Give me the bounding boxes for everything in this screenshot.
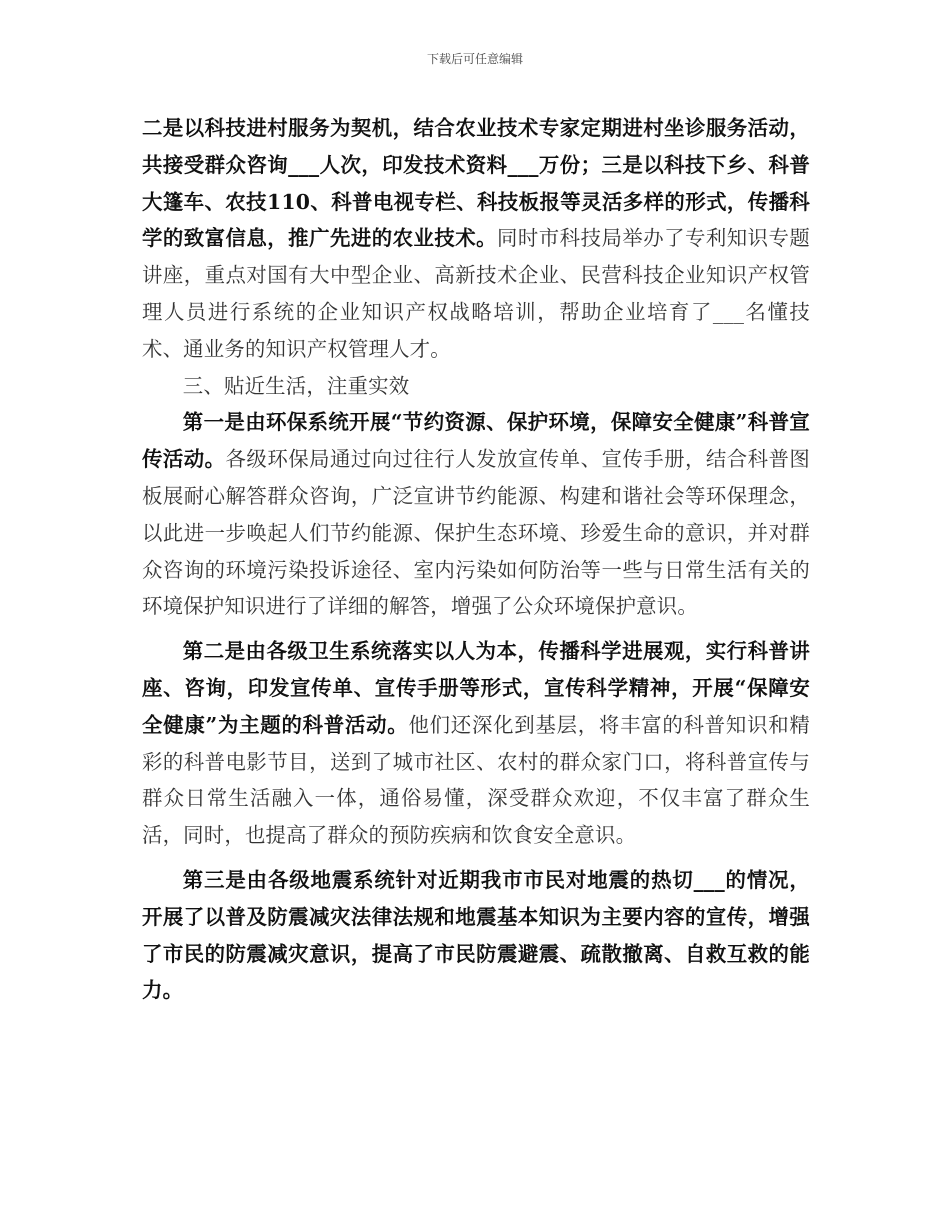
paragraph-health xyxy=(142,633,810,854)
bold-text: 第三是由各级地震系统针对近期我市市民对地震的热切___的情况，开展了以普及防震减灾法律法规和地震基本知识为主要内容的宣传，增强了市民的防震减灾意识，提高了市民防震避震、疏散撤离、自救互救的能力。 xyxy=(142,867,810,1003)
body-text: 同时市科技局举办了专利知识专题讲座，重点对国有大中型企业、高新技术企业、民营科技企业知识产权管理人员进行系统的企业知识产权战略培训，帮助企业培育了___名懂技术、通业务的知识产权管理人才。 xyxy=(142,226,810,361)
paragraph-tech-village xyxy=(142,110,810,368)
body-text: 各级环保局通过向过往行人发放宣传单、宣传手册，结合科普图板展耐心解答群众咨询，广泛宣讲节约能源、构建和谐社会等环保理念，以此进一步唤起人们节约能源、保护生态环境、珍爱生命的意识，并对群众咨询的环境污染投诉途径、室内污染如何防治等一些与日常生活有关的环境保护知识进行了详细的解答，增强了公众环境保护意识。 xyxy=(142,447,810,619)
paragraph-environment xyxy=(142,404,810,625)
bold-text: 第二是由各级卫生系统落实以人为本，传播科学进展观，实行科普讲座、咨询，印发宣传单、宣传手册等形式，宣传科学精神，开展“保障安全健康”为主题的科普活动。 xyxy=(142,639,810,737)
bold-text: 二是以科技进村服务为契机，结合农业技术专家定期进村坐诊服务活动，共接受群众咨询___人次，印发技术资料___万份；三是以科技下乡、科普大篷车、农技110、科普电视专栏、科技板报等灵活多样的形式，传播科学的致富信息，推广先进的农业技术。 xyxy=(142,116,810,251)
paragraph-earthquake xyxy=(142,862,810,1009)
document-body xyxy=(142,110,810,1009)
bold-text: 第一是由环保系统开展“节约资源、保护环境，保障安全健康”科普宣传活动。 xyxy=(142,410,810,472)
heading-text: 三、贴近生活，注重实效 xyxy=(182,373,410,398)
body-text: 他们还深化到基层，将丰富的科普知识和精彩的科普电影节目，送到了城市社区、农村的群众家门口，将科普宣传与群众日常生活融入一体，通俗易懂，深受群众欢迎，不仅丰富了群众生活，同时，也提高了群众的预防疾病和饮食安全意识。 xyxy=(142,712,810,848)
page-header: 下载后可任意编辑 xyxy=(426,52,523,66)
section-heading xyxy=(142,368,810,405)
